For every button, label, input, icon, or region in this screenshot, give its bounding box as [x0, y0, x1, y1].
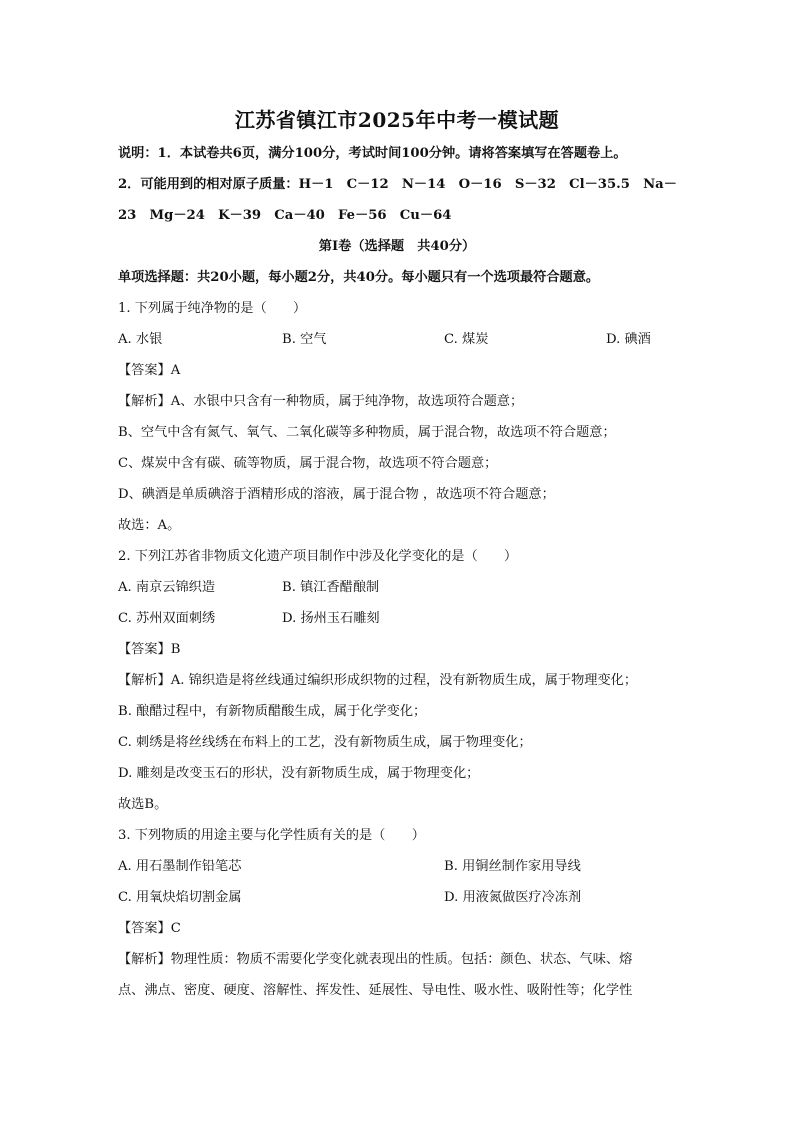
question-3-option-c: C. 用氧炔焰切割金属 [118, 890, 242, 905]
question-2-explanation-1: 【解析】A. 锦织造是将丝线通过编织形成织物的过程，没有新物质生成，属于物理变化； [118, 673, 638, 688]
question-2-option-a: A. 南京云锦织造 [118, 580, 216, 595]
question-3-answer: 【答案】C [118, 921, 181, 936]
question-1-option-c: C. 煤炭 [444, 332, 489, 347]
question-1-explanation-3: C、煤炭中含有碳、硫等物质，属于混合物，故选项不符合题意； [118, 456, 498, 471]
question-1-explanation-1: 【解析】A、水银中只含有一种物质，属于纯净物，故选项符合题意； [118, 394, 524, 409]
exam-note-1: 说明：1．本试卷共6页，满分100分，考试时间100分钟。请将答案填写在答题卷上。 [118, 146, 627, 161]
question-1-conclusion: 故选：A。 [118, 518, 181, 533]
exam-note-2-cont: 23 Mg－24 K－39 Ca－40 Fe－56 Cu－64 [118, 208, 452, 223]
section-heading: 第I卷（选择题 共40分） [318, 239, 476, 254]
question-1-option-a: A. 水银 [118, 332, 163, 347]
question-3-option-a: A. 用石墨制作铅笔芯 [118, 859, 242, 874]
question-1-stem: 1. 下列属于纯净物的是（ ） [118, 301, 307, 316]
question-3-stem: 3. 下列物质的用途主要与化学性质有关的是（ ） [118, 828, 425, 843]
question-2-answer: 【答案】B [118, 642, 181, 657]
question-1-option-d: D. 碘酒 [606, 332, 651, 347]
question-1-explanation-4: D、碘酒是单质碘溶于酒精形成的溶液，属于混合物 ，故选项不符合题意； [118, 487, 555, 502]
question-2-option-b: B. 镇江香醋酿制 [282, 580, 380, 595]
question-2-stem: 2. 下列江苏省非物质文化遗产项目制作中涉及化学变化的是（ ） [118, 549, 518, 564]
question-3-explanation-2: 点、沸点、密度、硬度、溶解性、挥发性、延展性、导电性、吸水性、吸附性等；化学性 [118, 983, 633, 998]
question-3-explanation-1: 【解析】物理性质：物质不需要化学变化就表现出的性质。包括：颜色、状态、气味、熔 [118, 952, 633, 967]
question-2-explanation-4: D. 雕刻是改变玉石的形状，没有新物质生成，属于物理变化； [118, 766, 480, 781]
question-2-option-c: C. 苏州双面刺绣 [118, 611, 216, 626]
question-1-explanation-2: B、空气中含有氮气、氧气、二氧化碳等多种物质，属于混合物，故选项不符合题意； [118, 425, 616, 440]
question-2-option-d: D. 扬州玉石雕刻 [282, 611, 380, 626]
question-1-answer: 【答案】A [118, 363, 181, 378]
exam-note-2: 2．可能用到的相对原子质量：H－1 C－12 N－14 O－16 S－32 Cl－35.5 Na－ [118, 177, 677, 192]
question-2-explanation-3: C. 刺绣是将丝线绣在布料上的工艺，没有新物质生成，属于物理变化； [118, 735, 532, 750]
question-2-explanation-2: B. 酿醋过程中，有新物质醋酸生成，属于化学变化； [118, 704, 427, 719]
question-3-option-d: D. 用液氮做医疗冷冻剂 [444, 890, 582, 905]
question-1-option-b: B. 空气 [282, 332, 327, 347]
section-instructions: 单项选择题：共20小题，每小题2分，共40分。每小题只有一个选项最符合题意。 [118, 270, 600, 285]
exam-title: 江苏省镇江市2025年中考一模试题 [234, 108, 560, 132]
question-3-option-b: B. 用铜丝制作家用导线 [444, 859, 581, 874]
question-2-conclusion: 故选B。 [118, 797, 168, 812]
